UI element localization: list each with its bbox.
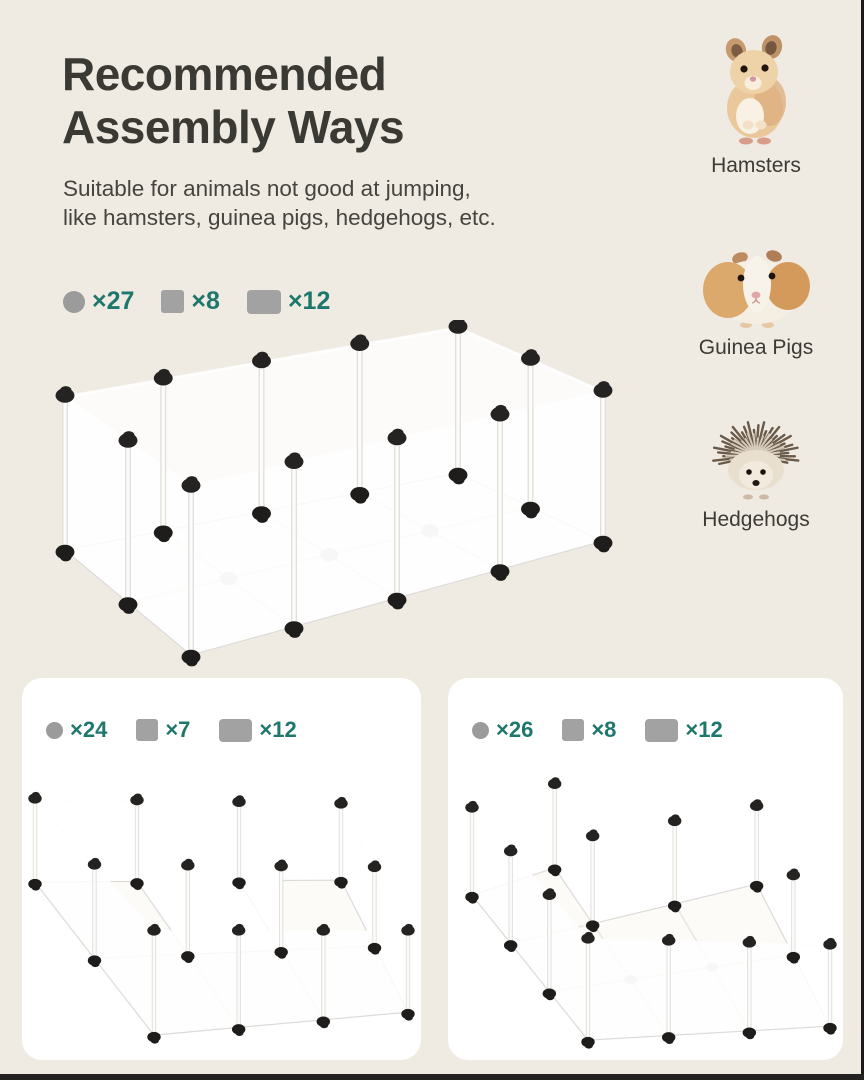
small-panel-icon: [562, 719, 584, 741]
legend-count: ×12: [287, 287, 331, 315]
hedgehog-image: [704, 398, 808, 502]
animal-label-hamsters: Hamsters: [711, 154, 801, 177]
page-title: [62, 48, 404, 154]
legend-count: ×8: [191, 287, 220, 315]
main-pen-illustration: [30, 320, 650, 680]
legend-item: [645, 717, 722, 743]
legend-item: [219, 717, 296, 743]
ball-connector-icon: [472, 722, 489, 739]
animal-item-hedgehogs: [656, 398, 856, 532]
page-subtitle-line1: Suitable for animals not good at jumping,: [63, 176, 471, 201]
assembly-card-right: [448, 678, 843, 1060]
animal-item-guinea-pigs: [656, 240, 856, 360]
small-panel-icon: [161, 290, 184, 313]
hamster-image: [708, 34, 804, 148]
small-panel-icon: [136, 719, 158, 741]
legend-count: ×8: [591, 717, 617, 742]
legend-count: ×12: [259, 717, 297, 742]
legend-card-right: [472, 717, 723, 743]
legend-item: [247, 287, 330, 316]
page-subtitle: [63, 175, 496, 232]
large-panel-icon: [247, 290, 281, 314]
animal-label-hedgehogs: Hedgehogs: [702, 508, 810, 531]
legend-card-left: [46, 717, 297, 743]
ball-connector-icon: [46, 722, 63, 739]
legend-main: [63, 287, 330, 316]
ball-connector-icon: [63, 291, 85, 313]
legend-item: [562, 717, 616, 743]
assembly-card-left: [22, 678, 421, 1060]
large-panel-icon: [645, 719, 678, 742]
page-title-line2: Assembly Ways: [62, 101, 405, 153]
legend-item: [63, 287, 134, 316]
legend-item: [136, 717, 190, 743]
page-subtitle-line2: like hamsters, guinea pigs, hedgehogs, etc.: [63, 204, 496, 230]
legend-count: ×27: [92, 287, 135, 315]
animal-label-guinea-pigs: Guinea Pigs: [698, 336, 814, 359]
legend-count: ×12: [685, 717, 723, 742]
legend-count: ×7: [165, 717, 191, 742]
page-title-line1: Recommended: [62, 48, 387, 100]
legend-item: [161, 287, 220, 316]
legend-item: [46, 717, 107, 743]
guinea-pig-image: [698, 240, 814, 330]
large-panel-icon: [219, 719, 252, 742]
bottom-edge-bar: [0, 1074, 864, 1080]
legend-item: [472, 717, 533, 743]
legend-count: ×26: [496, 717, 534, 742]
legend-count: ×24: [70, 717, 108, 742]
animal-item-hamsters: [656, 34, 856, 178]
